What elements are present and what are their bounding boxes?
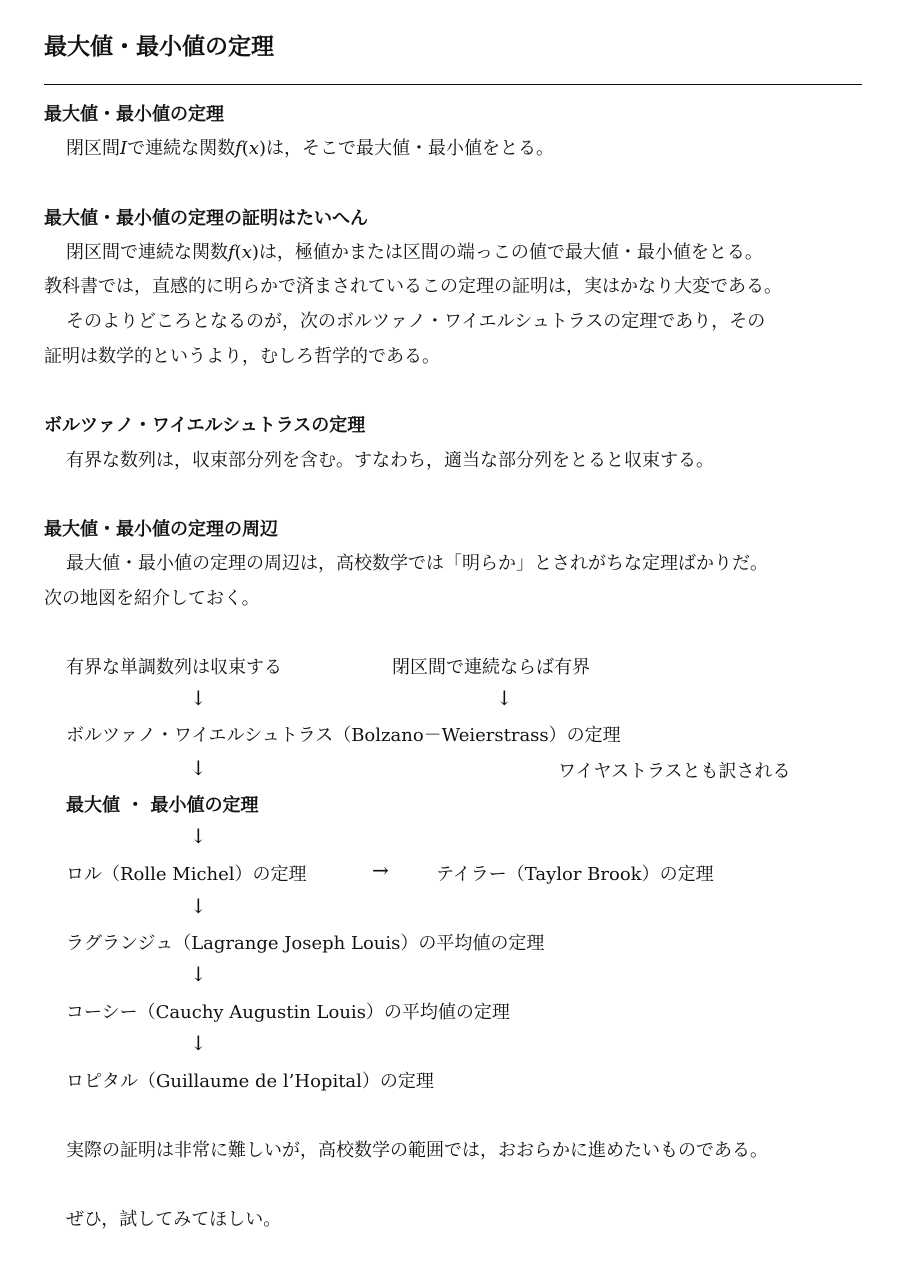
surroundings-line-2: 次の地図を紹介しておく。 <box>44 588 260 609</box>
down-arrow-icon: ↓ <box>190 894 207 918</box>
title-divider <box>44 84 862 85</box>
paren-open: ( <box>234 242 242 263</box>
paren-close: ) <box>258 138 267 159</box>
math-I: I <box>120 138 128 159</box>
right-arrow-icon: → <box>372 858 389 882</box>
section-heading-proof: 最大値・最小値の定理の証明はたいへん <box>44 208 368 229</box>
map-node-lhopital: ロピタル（Guillaume de l’Hopital）の定理 <box>66 1071 434 1092</box>
text: は，そこで最大値・最小値をとる。 <box>266 138 555 159</box>
down-arrow-icon: ↓ <box>190 962 207 986</box>
map-node-bolzano-weierstrass: ボルツァノ・ワイエルシュトラス（Bolzano－Weierstrass）の定理 <box>66 725 621 746</box>
paren-open: ( <box>241 138 249 159</box>
map-node-bounded: 閉区間で連続ならば有界 <box>392 657 590 678</box>
proof-line-3: そのよりどころとなるのが，次のボルツァノ・ワイエルシュトラスの定理であり，その <box>66 311 766 332</box>
page-title: 最大値・最小値の定理 <box>44 34 274 60</box>
proof-line-2: 教科書では，直感的に明らかで済まされているこの定理の証明は，実はかなり大変である。 <box>44 276 782 297</box>
paren-close: ) <box>251 242 259 263</box>
map-node-rolle: ロル（Rolle Michel）の定理 <box>66 864 307 885</box>
map-node-max-min: 最大値 ・ 最小値の定理 <box>66 795 259 816</box>
down-arrow-icon: ↓ <box>496 686 513 710</box>
text: 閉区間 <box>66 138 120 159</box>
text: で連続な関数 <box>127 138 236 159</box>
proof-line-1 <box>66 238 763 264</box>
text: は，極値かまたは区間の端っこの値で最大値・最小値をとる。 <box>258 242 763 263</box>
down-arrow-icon: ↓ <box>190 824 207 848</box>
section-heading-bw: ボルツァノ・ワイエルシュトラスの定理 <box>44 415 366 436</box>
math-f: f <box>228 242 235 263</box>
map-node-cauchy: コーシー（Cauchy Augustin Louis）の平均値の定理 <box>66 1002 510 1023</box>
map-note-translation: ワイヤストラスとも訳される <box>558 761 791 782</box>
section-heading-theorem: 最大値・最小値の定理 <box>44 104 224 125</box>
closing-line-2: ぜひ，試してみてほしい。 <box>66 1209 282 1230</box>
text: 閉区間で連続な関数 <box>66 242 228 263</box>
math-x: x <box>241 242 252 263</box>
bw-statement: 有界な数列は，収束部分列を含む。すなわち，適当な部分列をとると収束する。 <box>66 450 714 471</box>
theorem-statement <box>66 134 554 160</box>
down-arrow-icon: ↓ <box>190 686 207 710</box>
math-x: x <box>248 138 259 159</box>
map-node-lagrange: ラグランジュ（Lagrange Joseph Louis）の平均値の定理 <box>66 933 545 954</box>
closing-line-1: 実際の証明は非常に難しいが，高校数学の範囲では，おおらかに進めたいものである。 <box>66 1140 768 1161</box>
down-arrow-icon: ↓ <box>190 1031 207 1055</box>
math-f: f <box>235 138 242 159</box>
map-node-taylor: テイラー（Taylor Brook）の定理 <box>436 864 714 885</box>
section-heading-surroundings: 最大値・最小値の定理の周辺 <box>44 519 278 540</box>
proof-line-4: 証明は数学的というより，むしろ哲学的である。 <box>44 346 440 367</box>
down-arrow-icon: ↓ <box>190 756 207 780</box>
surroundings-line-1: 最大値・最小値の定理の周辺は，高校数学では「明らか」とされがちな定理ばかりだ。 <box>66 553 768 574</box>
map-node-monotone: 有界な単調数列は収束する <box>66 657 282 678</box>
